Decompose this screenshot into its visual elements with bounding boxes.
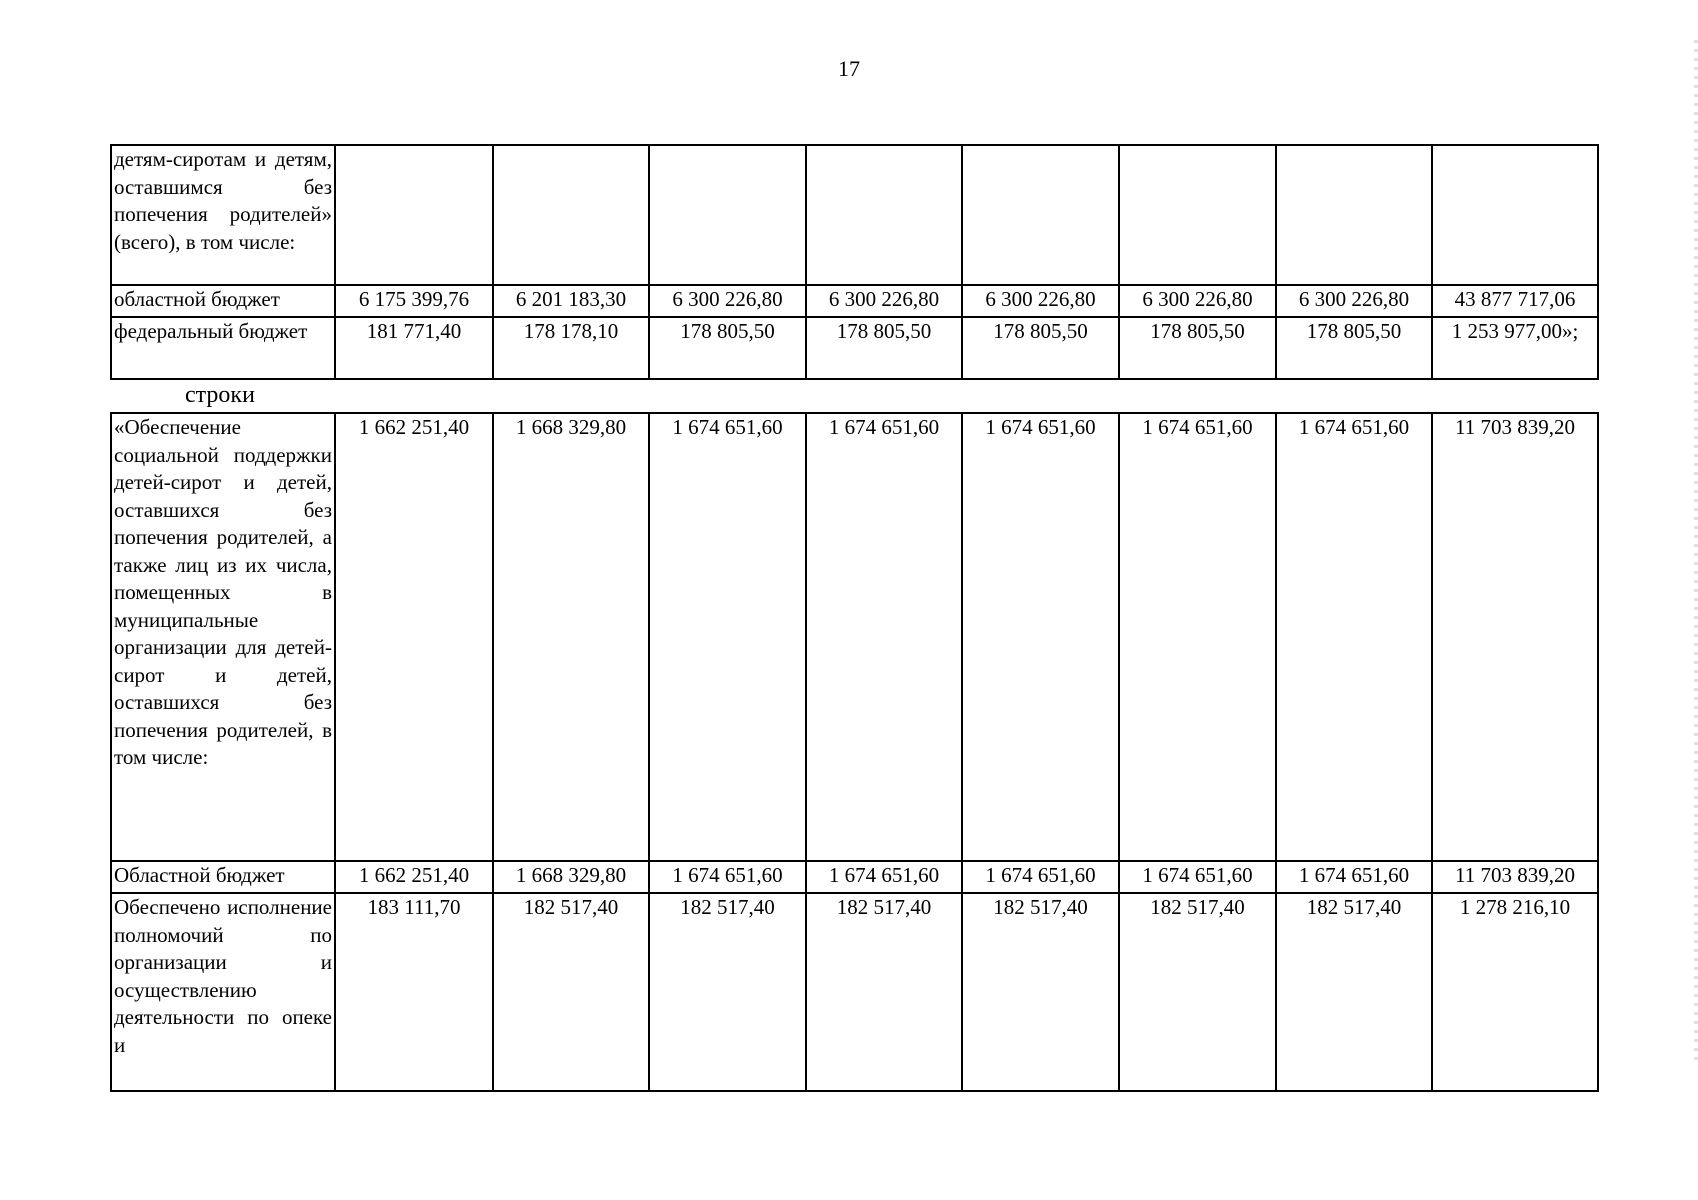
value-cell: 6 300 226,80: [649, 285, 806, 317]
value-cell: 1 662 251,40: [335, 861, 493, 893]
value-cell: [649, 145, 806, 285]
value-cell: 181 771,40: [335, 317, 493, 379]
page-number: 17: [838, 56, 860, 81]
value-cell: [1119, 145, 1276, 285]
value-cell: [493, 145, 649, 285]
table-row: [111, 861, 1598, 893]
value-cell: 1 674 651,60: [962, 861, 1119, 893]
value-cell: 1 662 251,40: [335, 413, 493, 861]
value-cell: 182 517,40: [493, 893, 649, 1091]
value-cell: 6 201 183,30: [493, 285, 649, 317]
value-cell: 182 517,40: [962, 893, 1119, 1091]
value-cell: 178 805,50: [649, 317, 806, 379]
table-row: [111, 893, 1598, 1091]
table-row: [111, 317, 1598, 379]
row-label: детям-сиротам и детям, оставшимся без попечения родителей» (всего), в том числе:: [111, 145, 335, 285]
table-row: [111, 145, 1598, 285]
value-cell: 1 668 329,80: [493, 861, 649, 893]
value-cell: [1276, 145, 1432, 285]
value-cell: 182 517,40: [649, 893, 806, 1091]
value-cell: 178 805,50: [1119, 317, 1276, 379]
value-cell: 178 805,50: [1276, 317, 1432, 379]
value-cell: 1 674 651,60: [1276, 861, 1432, 893]
value-cell: [335, 145, 493, 285]
value-cell: 1 674 651,60: [1119, 861, 1276, 893]
total-cell: 43 877 717,06: [1432, 285, 1598, 317]
value-cell: 1 674 651,60: [649, 413, 806, 861]
value-cell: 182 517,40: [1276, 893, 1432, 1091]
budget-table-continued: [110, 144, 1599, 380]
value-cell: 6 300 226,80: [962, 285, 1119, 317]
table-row: [111, 285, 1598, 317]
value-cell: 1 674 651,60: [649, 861, 806, 893]
value-cell: 1 674 651,60: [806, 413, 962, 861]
value-cell: 178 805,50: [962, 317, 1119, 379]
value-cell: [806, 145, 962, 285]
row-label: Областной бюджет: [111, 861, 335, 893]
value-cell: 6 300 226,80: [1276, 285, 1432, 317]
total-cell: 1 278 216,10: [1432, 893, 1598, 1091]
value-cell: 1 668 329,80: [493, 413, 649, 861]
total-cell: 11 703 839,20: [1432, 861, 1598, 893]
row-label: «Обеспечение социальной поддержки детей-сирот и детей, оставшихся без попечения родителей, а также лиц из их числа, помещенных в муниципальные организации для детей-сирот и детей, оставшихся без попечения родителей, в том числе:: [111, 413, 335, 861]
value-cell: 178 178,10: [493, 317, 649, 379]
value-cell: 1 674 651,60: [962, 413, 1119, 861]
total-cell: 1 253 977,00»;: [1432, 317, 1598, 379]
budget-table-replacement: [110, 412, 1599, 1092]
row-label: областной бюджет: [111, 285, 335, 317]
scan-edge-artifact: [1694, 40, 1698, 1060]
value-cell: 1 674 651,60: [806, 861, 962, 893]
total-cell: 11 703 839,20: [1432, 413, 1598, 861]
value-cell: 1 674 651,60: [1119, 413, 1276, 861]
total-cell: [1432, 145, 1598, 285]
value-cell: 182 517,40: [1119, 893, 1276, 1091]
table-row: [111, 413, 1598, 861]
value-cell: 183 111,70: [335, 893, 493, 1091]
value-cell: [962, 145, 1119, 285]
value-cell: 6 300 226,80: [1119, 285, 1276, 317]
value-cell: 6 300 226,80: [806, 285, 962, 317]
section-label: строки: [185, 382, 255, 408]
value-cell: 182 517,40: [806, 893, 962, 1091]
row-label: федеральный бюджет: [111, 317, 335, 379]
value-cell: 6 175 399,76: [335, 285, 493, 317]
value-cell: 1 674 651,60: [1276, 413, 1432, 861]
value-cell: 178 805,50: [806, 317, 962, 379]
row-label: Обеспечено исполнение полномочий по организации и осуществлению деятельности по опеке и: [111, 893, 335, 1091]
